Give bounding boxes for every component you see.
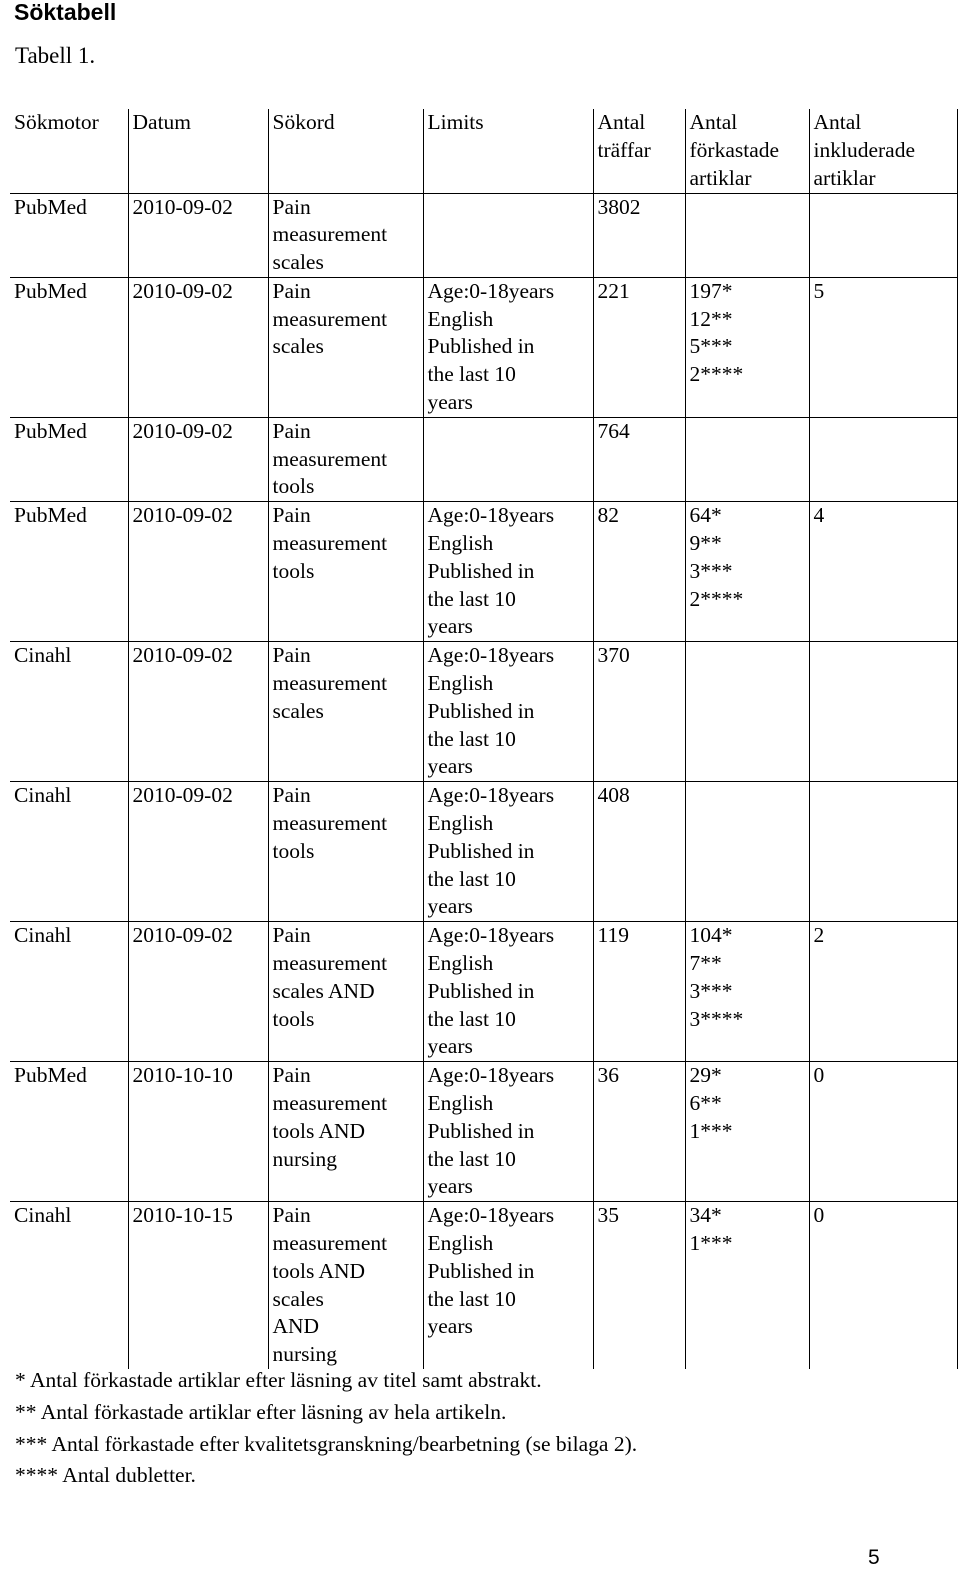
cell-antal-forkastade: 104* 7** 3*** 3****	[685, 922, 809, 1062]
cell-antal-inkluderade	[809, 417, 957, 501]
column-header-limits: Limits	[423, 109, 593, 193]
cell-antal-forkastade: 34* 1***	[685, 1202, 809, 1369]
cell-antal-inkluderade: 0	[809, 1202, 957, 1369]
cell-antal-inkluderade	[809, 782, 957, 922]
column-header-sokord: Sökord	[268, 109, 423, 193]
footnotes	[15, 1365, 637, 1492]
cell-sokord: Pain measurement tools AND scales AND nursing	[268, 1202, 423, 1369]
table-row	[10, 782, 957, 922]
cell-sokord: Pain measurement scales AND tools	[268, 922, 423, 1062]
cell-limits: Age:0-18years English Published in the last 10 years	[423, 782, 593, 922]
cell-limits: Age:0-18years English Published in the last 10 years	[423, 1202, 593, 1369]
cell-antal-forkastade	[685, 417, 809, 501]
table-row	[10, 1062, 957, 1202]
cell-sokmotor: PubMed	[10, 193, 128, 277]
column-header-antal-traffar: Antal träffar	[593, 109, 685, 193]
section-heading: Söktabell	[14, 0, 117, 25]
cell-datum: 2010-09-02	[128, 277, 268, 417]
cell-sokord: Pain measurement tools AND nursing	[268, 1062, 423, 1202]
cell-sokord: Pain measurement tools	[268, 417, 423, 501]
cell-antal-traffar: 35	[593, 1202, 685, 1369]
cell-limits: Age:0-18years English Published in the last 10 years	[423, 642, 593, 782]
table-row	[10, 417, 957, 501]
search-table	[10, 109, 958, 1369]
cell-datum: 2010-09-02	[128, 502, 268, 642]
cell-sokmotor: PubMed	[10, 502, 128, 642]
table-row	[10, 502, 957, 642]
table-row	[10, 277, 957, 417]
cell-antal-traffar: 36	[593, 1062, 685, 1202]
column-header-antal-inkluderade: Antal inkluderade artiklar	[809, 109, 957, 193]
cell-antal-traffar: 408	[593, 782, 685, 922]
cell-limits: Age:0-18years English Published in the last 10 years	[423, 922, 593, 1062]
cell-datum: 2010-09-02	[128, 642, 268, 782]
table-header-row	[10, 109, 957, 193]
footnote: **** Antal dubletter.	[15, 1463, 196, 1488]
column-header-antal-forkastade: Antal förkastade artiklar	[685, 109, 809, 193]
cell-antal-traffar: 3802	[593, 193, 685, 277]
footnote: *** Antal förkastade efter kvalitetsgranskning/bearbetning (se bilaga 2).	[15, 1431, 638, 1456]
table-row	[10, 922, 957, 1062]
cell-datum: 2010-09-02	[128, 922, 268, 1062]
cell-limits: Age:0-18years English Published in the last 10 years	[423, 277, 593, 417]
cell-limits: Age:0-18years English Published in the last 10 years	[423, 502, 593, 642]
cell-antal-traffar: 221	[593, 277, 685, 417]
cell-sokord: Pain measurement scales	[268, 277, 423, 417]
table-row	[10, 193, 957, 277]
cell-antal-inkluderade	[809, 193, 957, 277]
cell-sokmotor: Cinahl	[10, 1202, 128, 1369]
cell-antal-inkluderade	[809, 642, 957, 782]
cell-datum: 2010-09-02	[128, 782, 268, 922]
cell-sokord: Pain measurement scales	[268, 642, 423, 782]
footnote: ** Antal förkastade artiklar efter läsning av hela artikeln.	[15, 1399, 507, 1424]
page-number: 5	[868, 1546, 880, 1569]
cell-antal-inkluderade: 4	[809, 502, 957, 642]
column-header-datum: Datum	[128, 109, 268, 193]
cell-datum: 2010-10-15	[128, 1202, 268, 1369]
cell-antal-inkluderade: 5	[809, 277, 957, 417]
cell-antal-inkluderade: 0	[809, 1062, 957, 1202]
cell-limits	[423, 193, 593, 277]
table-row	[10, 1202, 957, 1369]
cell-sokmotor: Cinahl	[10, 782, 128, 922]
cell-antal-inkluderade: 2	[809, 922, 957, 1062]
cell-limits	[423, 417, 593, 501]
table-row	[10, 642, 957, 782]
column-header-sokmotor: Sökmotor	[10, 109, 128, 193]
cell-antal-traffar: 370	[593, 642, 685, 782]
cell-antal-forkastade	[685, 193, 809, 277]
cell-antal-forkastade	[685, 782, 809, 922]
cell-antal-traffar: 82	[593, 502, 685, 642]
cell-sokord: Pain measurement scales	[268, 193, 423, 277]
cell-sokmotor: PubMed	[10, 417, 128, 501]
cell-antal-forkastade: 197* 12** 5*** 2****	[685, 277, 809, 417]
cell-sokmotor: Cinahl	[10, 922, 128, 1062]
footnote: * Antal förkastade artiklar efter läsning av titel samt abstrakt.	[15, 1368, 542, 1392]
cell-limits: Age:0-18years English Published in the last 10 years	[423, 1062, 593, 1202]
cell-antal-forkastade: 64* 9** 3*** 2****	[685, 502, 809, 642]
cell-antal-forkastade: 29* 6** 1***	[685, 1062, 809, 1202]
cell-sokmotor: PubMed	[10, 277, 128, 417]
cell-sokord: Pain measurement tools	[268, 782, 423, 922]
cell-antal-forkastade	[685, 642, 809, 782]
table-caption: Tabell 1.	[15, 43, 96, 68]
cell-antal-traffar: 119	[593, 922, 685, 1062]
cell-sokmotor: Cinahl	[10, 642, 128, 782]
cell-antal-traffar: 764	[593, 417, 685, 501]
cell-datum: 2010-10-10	[128, 1062, 268, 1202]
cell-datum: 2010-09-02	[128, 417, 268, 501]
cell-sokord: Pain measurement tools	[268, 502, 423, 642]
cell-sokmotor: PubMed	[10, 1062, 128, 1202]
cell-datum: 2010-09-02	[128, 193, 268, 277]
